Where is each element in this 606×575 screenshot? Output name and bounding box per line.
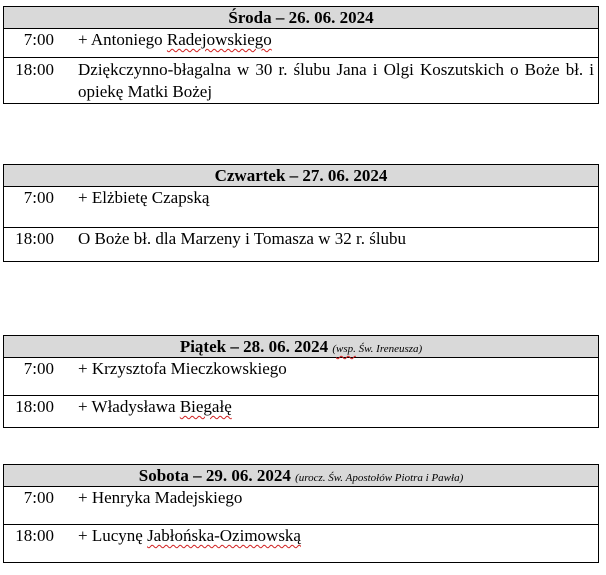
mass-intention — [64, 187, 598, 227]
mass-row — [4, 187, 598, 227]
mass-row — [4, 395, 598, 427]
mass-intention — [64, 396, 598, 427]
mass-time: 7:00 — [23, 30, 54, 49]
mass-intention — [64, 59, 598, 103]
mass-time: 7:00 — [23, 488, 54, 507]
mass-intention — [64, 228, 598, 261]
mass-intention — [64, 525, 598, 562]
day-header — [4, 465, 598, 487]
day-table-saturday — [3, 464, 599, 563]
day-title: Piątek – 28. 06. 2024 — [179, 337, 329, 356]
day-note — [295, 472, 463, 484]
day-header — [4, 7, 598, 29]
mass-row — [4, 29, 598, 57]
mass-row — [4, 524, 598, 562]
mass-intention — [64, 487, 598, 524]
day-note-text: (urocz. Św. Apostołów Piotra i Pawła) — [295, 472, 464, 484]
mass-time: 7:00 — [23, 359, 54, 378]
intention-text: + Antoniego — [78, 30, 167, 49]
intention-text: O Boże bł. dla Marzeny i Tomasza w 32 r. ślubu — [78, 229, 407, 248]
mass-time: 18:00 — [15, 397, 54, 416]
day-note-text: Św. Ireneusza) — [355, 343, 423, 355]
day-table-friday — [3, 335, 599, 428]
mass-intention — [64, 358, 598, 395]
mass-row — [4, 358, 598, 395]
intention-text: + Lucynę — [78, 526, 148, 545]
day-table-wednesday — [3, 6, 599, 104]
mass-time: 18:00 — [15, 229, 54, 248]
day-note — [332, 343, 422, 355]
mass-row — [4, 57, 598, 103]
intention-flagged-word: Radejowskiego — [166, 30, 272, 49]
mass-row — [4, 227, 598, 261]
day-title: Sobota – 29. 06. 2024 — [138, 466, 291, 485]
day-header — [4, 336, 598, 358]
intention-text: + Henryka Madejskiego — [78, 488, 243, 507]
intention-flagged-word: Jabłońska-Ozimowską — [147, 526, 301, 545]
intention-text: + Elżbietę Czapską — [78, 188, 210, 207]
day-title: Czwartek – 27. 06. 2024 — [214, 166, 388, 185]
mass-time: 7:00 — [23, 188, 54, 207]
day-note-flagged-word: wsp. — [336, 343, 356, 355]
intention-text: Dziękczynno-błagalna w 30 r. ślubu Jana i Olgi Koszutskich o Boże bł. i opiekę Matki Bożej — [78, 60, 594, 101]
day-note-text: ( — [332, 343, 337, 355]
intention-text: + Krzysztofa Mieczkowskiego — [78, 359, 287, 378]
day-title: Środa – 26. 06. 2024 — [228, 8, 374, 27]
mass-intention — [64, 29, 598, 57]
day-header — [4, 165, 598, 187]
mass-time: 18:00 — [15, 60, 54, 79]
mass-row — [4, 487, 598, 524]
intention-flagged-word: Biegałę — [179, 397, 232, 416]
mass-time: 18:00 — [15, 526, 54, 545]
day-table-thursday — [3, 164, 599, 262]
intention-text: + Władysława — [78, 397, 180, 416]
